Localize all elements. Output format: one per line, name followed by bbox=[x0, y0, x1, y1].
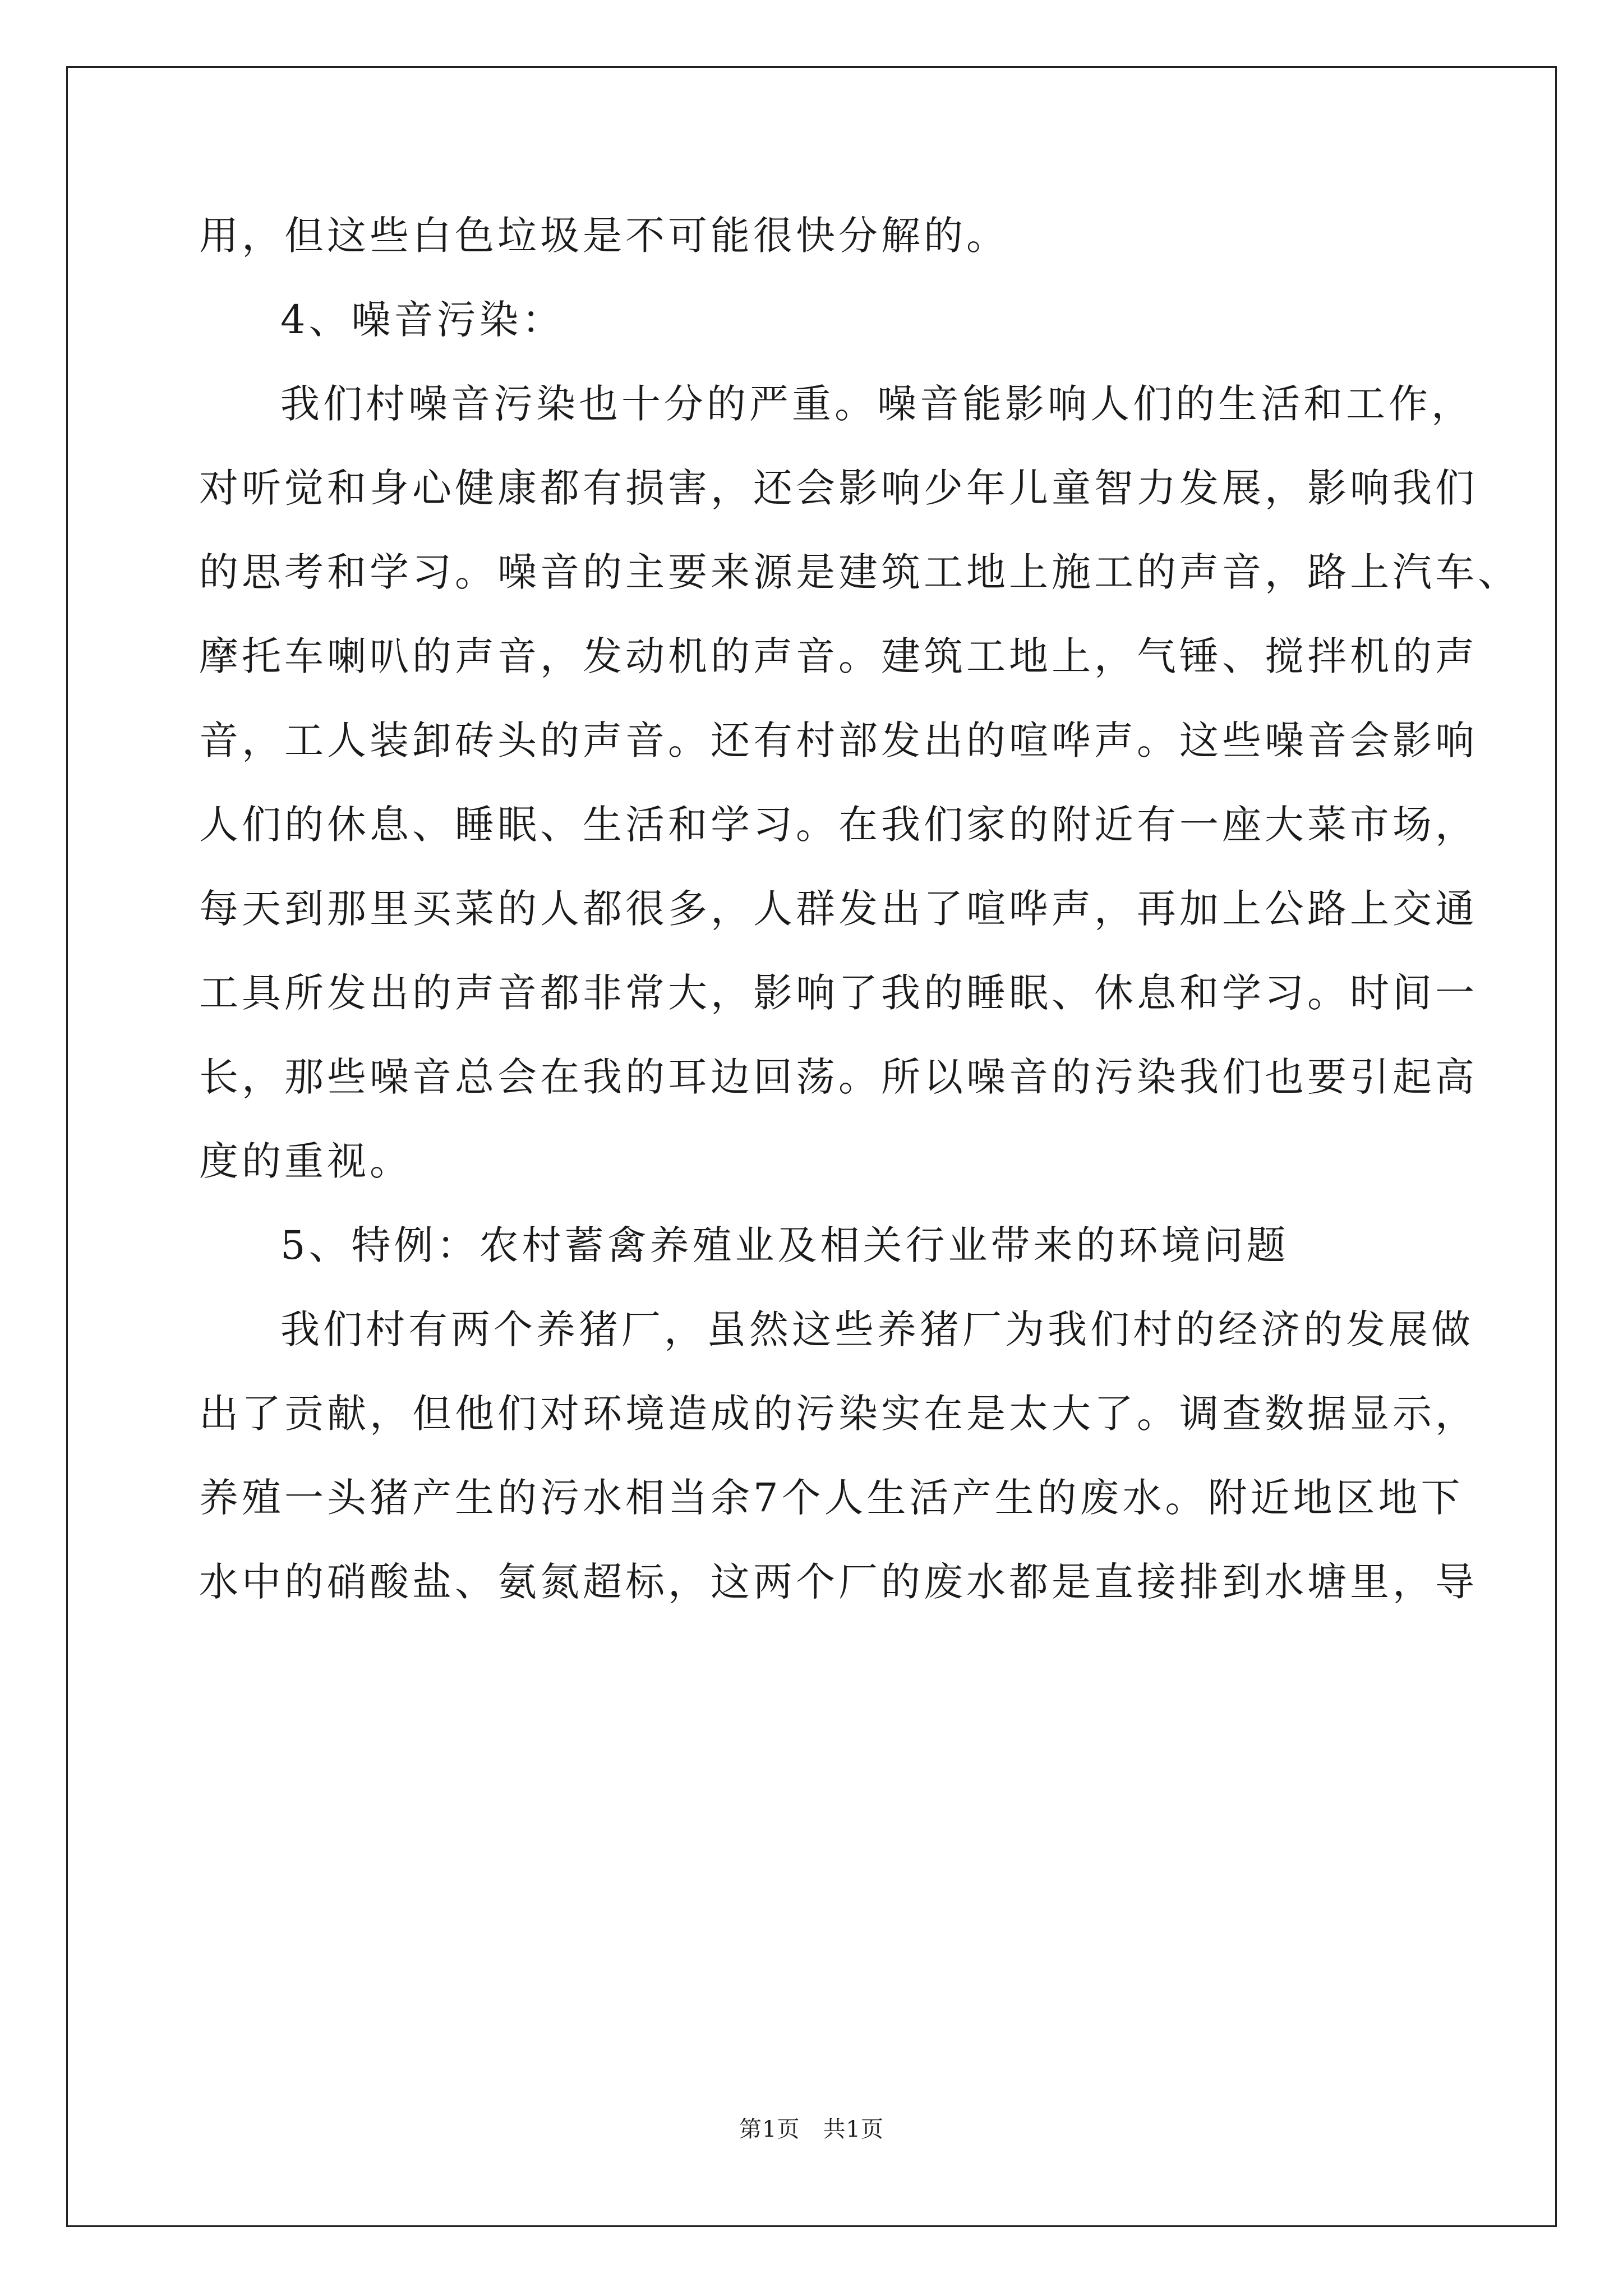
body-line: 每天到那里买菜的人都很多，人群发出了喧哗声，再加上公路上交通 bbox=[199, 886, 1478, 932]
body-line: 工具所发出的声音都非常大，影响了我的睡眠、休息和学习。时间一 bbox=[199, 970, 1478, 1016]
body-line: 度的重视。 bbox=[199, 1138, 412, 1184]
section-heading: 4、噪音污染： bbox=[280, 297, 565, 343]
body-line: 养殖一头猪产生的污水相当余7个人生活产生的废水。附近地区地下 bbox=[199, 1475, 1464, 1521]
body-line: 人们的休息、睡眠、生活和学习。在我们家的附近有一座大菜市场， bbox=[199, 802, 1478, 848]
body-line: 摩托车喇叭的声音，发动机的声音。建筑工地上，气锤、搅拌机的声 bbox=[199, 633, 1478, 679]
body-line: 对听觉和身心健康都有损害，还会影响少年儿童智力发展，影响我们 bbox=[199, 465, 1478, 511]
page-number-footer: 第1页 共1页 bbox=[739, 2116, 884, 2142]
body-line: 用，但这些白色垃圾是不可能很快分解的。 bbox=[199, 213, 1009, 259]
body-line: 的思考和学习。噪音的主要来源是建筑工地上施工的声音，路上汽车、 bbox=[199, 549, 1520, 595]
body-line: 长，那些噪音总会在我的耳边回荡。所以噪音的污染我们也要引起高 bbox=[199, 1054, 1478, 1100]
body-line: 我们村噪音污染也十分的严重。噪音能影响人们的生活和工作， bbox=[280, 381, 1474, 427]
body-line: 出了贡献，但他们对环境造成的污染实在是太大了。调查数据显示， bbox=[199, 1391, 1478, 1437]
section-heading: 5、特例：农村蓄禽养殖业及相关行业带来的环境问题 bbox=[280, 1222, 1289, 1268]
body-line: 音，工人装卸砖头的声音。还有村部发出的喧哗声。这些噪音会影响 bbox=[199, 717, 1478, 763]
body-line: 我们村有两个养猪厂，虽然这些养猪厂为我们村的经济的发展做 bbox=[280, 1306, 1474, 1352]
body-line: 水中的硝酸盐、氨氮超标，这两个厂的废水都是直接排到水塘里，导 bbox=[199, 1559, 1478, 1605]
